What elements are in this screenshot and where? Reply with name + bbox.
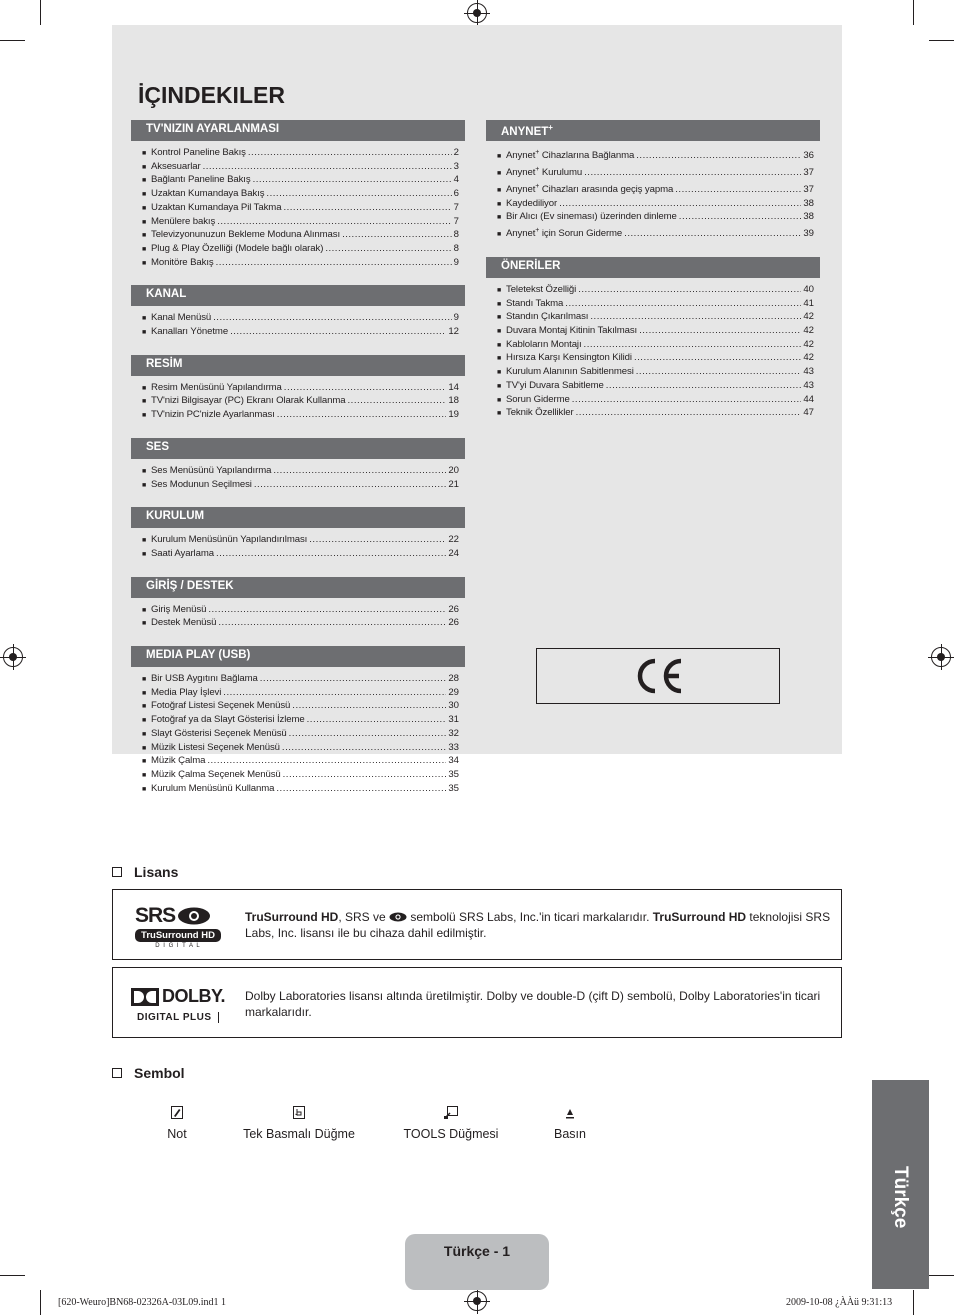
toc-entry-page: 2 [453, 147, 459, 158]
toc-entry [142, 188, 459, 202]
toc-entry-page: 42 [803, 352, 814, 364]
note-icon [171, 1106, 183, 1119]
toc-entry-label: Ses Modunun Seçilmesi [151, 478, 252, 490]
toc-entry-label: Menülere bakış [151, 215, 216, 227]
square-bullet-icon: ■ [142, 689, 147, 697]
toc-entry [142, 700, 459, 714]
toc-entry-label: Anynet+ için Sorun Giderme [506, 227, 623, 240]
srs-license-text: TruSurround HD, SRS ve sembolü SRS Labs, Inc.'in ticari markalarıdır. TruSurround HD teknolojisi SRS Labs, Inc. lisansı ile bu cihaza dahil edilmiştir. [245, 910, 831, 940]
toc-entry [497, 394, 814, 408]
toc-entry-page: 6 [453, 188, 459, 200]
toc-entry-label: Kurulum Menüsünü Kullanma [151, 782, 275, 794]
dot-leader [590, 311, 801, 324]
toc-entry-label: Kurulum Alanının Sabitlenmesi [506, 366, 634, 378]
square-bullet-icon: ■ [142, 412, 147, 420]
page-title: İÇINDEKILER [138, 82, 285, 108]
checkbox-bullet-icon [112, 1068, 122, 1078]
one-touch-icon [293, 1106, 305, 1119]
toc-entry-page: 12 [448, 326, 459, 338]
toc-entry [142, 312, 459, 326]
toc-entry-label: Anynet+ Cihazlarına Bağlanma [506, 149, 635, 162]
toc-entry-page: 34 [448, 755, 459, 767]
toc-entry-label: Aksesuarlar [151, 160, 201, 172]
square-bullet-icon: ■ [142, 550, 147, 558]
toc-section [486, 120, 820, 242]
toc-entry-page: 26 [448, 617, 459, 629]
toc-entry [142, 617, 459, 631]
dot-leader [578, 284, 801, 297]
square-bullet-icon: ■ [142, 537, 147, 545]
dot-leader [203, 161, 452, 174]
toc-entry [142, 257, 459, 271]
toc-left-column [131, 120, 465, 811]
dot-leader [624, 228, 801, 241]
dot-leader [216, 548, 446, 561]
dot-leader [283, 202, 451, 215]
square-bullet-icon: ■ [497, 341, 502, 349]
crop-mark [0, 40, 25, 41]
toc-entry [142, 326, 459, 340]
toc-entry-list [486, 141, 820, 242]
toc-entry-page: 42 [803, 338, 814, 350]
square-bullet-icon: ■ [142, 177, 147, 185]
toc-section-heading: TV'NIZIN AYARLANMASI [131, 120, 465, 141]
toc-entry-label: Fotoğraf Listesi Seçenek Menüsü [151, 700, 291, 712]
toc-entry [142, 714, 459, 728]
toc-entry-label: TV'yi Duvara Sabitleme [506, 379, 604, 391]
toc-entry-page: 35 [448, 782, 459, 794]
dot-leader [348, 395, 447, 408]
dot-leader [309, 534, 446, 547]
language-tab-label: Türkçe [890, 1166, 911, 1229]
toc-section [131, 285, 465, 339]
toc-entry-page: 29 [448, 686, 459, 698]
toc-entry-label: Uzaktan Kumandaya Bakış [151, 188, 265, 200]
square-bullet-icon: ■ [497, 410, 502, 418]
toc-entry-page: 30 [448, 700, 459, 712]
toc-entry-page: 21 [448, 478, 459, 490]
toc-section-heading: GİRİŞ / DESTEK [131, 577, 465, 598]
toc-entry-page: 47 [803, 407, 814, 419]
toc-entry-label: Teletekst Özelliği [506, 283, 577, 295]
toc-entry-page: 14 [448, 381, 459, 393]
toc-section-heading: KANAL [131, 285, 465, 306]
toc-section [131, 120, 465, 270]
toc-entry-page: 40 [803, 283, 814, 295]
dot-leader [260, 673, 447, 686]
dot-leader [213, 312, 452, 325]
toc-section [486, 257, 820, 421]
footer-timestamp: 2009-10-08 ¿ÀÀü 9:31:13 [786, 1297, 893, 1308]
toc-section-heading: ANYNET+ [486, 120, 820, 141]
toc-entry-label: Media Play İşlevi [151, 686, 222, 698]
toc-entry-page: 38 [803, 211, 814, 223]
srs-symbol-icon [389, 912, 407, 922]
toc-entry-page: 41 [803, 297, 814, 309]
square-bullet-icon: ■ [142, 730, 147, 738]
double-d-icon [131, 988, 159, 1006]
symbol-press: Basın [540, 1106, 600, 1141]
toc-entry-page: 18 [448, 395, 459, 407]
toc-entry [142, 409, 459, 423]
square-bullet-icon: ■ [142, 785, 147, 793]
dot-leader [565, 298, 801, 311]
toc-entry [142, 755, 459, 769]
toc-section-heading: ÖNERİLER [486, 257, 820, 278]
square-bullet-icon: ■ [142, 481, 147, 489]
toc-entry-list [131, 459, 465, 492]
crop-mark [0, 1275, 25, 1276]
toc-entry [142, 174, 459, 188]
toc-entry-list [131, 528, 465, 561]
toc-entry [142, 673, 459, 687]
toc-entry-label: Monitöre Bakış [151, 256, 214, 268]
dot-leader [216, 257, 452, 270]
square-bullet-icon: ■ [142, 384, 147, 392]
toc-entry-page: 31 [448, 714, 459, 726]
toc-entry [497, 147, 814, 164]
toc-entry [142, 742, 459, 756]
toc-entry-page: 7 [453, 201, 459, 213]
ce-mark-icon [633, 657, 685, 695]
square-bullet-icon: ■ [497, 200, 502, 208]
toc-entry-label: Müzik Çalma Seçenek Menüsü [151, 768, 281, 780]
dot-leader [634, 352, 801, 365]
ce-mark-box [536, 648, 780, 704]
toc-entry-label: Hırsıza Karşı Kensington Kilidi [506, 352, 632, 364]
toc-entry-label: Müzik Listesi Seçenek Menüsü [151, 741, 280, 753]
tools-icon [444, 1106, 458, 1119]
dot-leader [277, 409, 447, 422]
square-bullet-icon: ■ [497, 382, 502, 390]
toc-entry-label: Fotoğraf ya da Slayt Gösterisi İzleme [151, 714, 305, 726]
square-bullet-icon: ■ [142, 771, 147, 779]
square-bullet-icon: ■ [142, 329, 147, 337]
dot-leader [325, 243, 451, 256]
symbol-tools: TOOLS Düğmesi [395, 1106, 507, 1141]
registration-mark-icon [467, 1291, 487, 1311]
toc-entry [142, 202, 459, 216]
toc-entry-label: Giriş Menüsü [151, 603, 207, 615]
dot-leader [248, 147, 452, 160]
dot-leader [584, 339, 802, 352]
dot-leader [584, 167, 801, 180]
square-bullet-icon: ■ [142, 467, 147, 475]
square-bullet-icon: ■ [142, 703, 147, 711]
toc-section [131, 577, 465, 631]
dot-leader [679, 211, 802, 224]
dot-leader [208, 604, 446, 617]
toc-entry-label: Bağlantı Paneline Bakış [151, 174, 251, 186]
dot-leader [282, 742, 446, 755]
square-bullet-icon: ■ [497, 170, 502, 178]
dot-leader [230, 326, 446, 339]
dot-leader [223, 687, 446, 700]
square-bullet-icon: ■ [497, 153, 502, 161]
page-number: Türkçe - 1 [443, 1243, 511, 1259]
toc-entry [142, 728, 459, 742]
toc-entry-label: Saati Ayarlama [151, 547, 214, 559]
toc-entry-label: Standı Takma [506, 297, 564, 309]
toc-entry-label: Müzik Çalma [151, 755, 206, 767]
toc-entry-label: Bir USB Aygıtını Bağlama [151, 673, 258, 685]
square-bullet-icon: ■ [142, 315, 147, 323]
square-bullet-icon: ■ [142, 191, 147, 199]
toc-entry-label: Anynet+ Cihazları arasında geçiş yapma [506, 182, 674, 195]
toc-entry-page: 32 [448, 727, 459, 739]
crop-mark [913, 0, 914, 25]
toc-entry [497, 339, 814, 353]
dot-leader [572, 394, 802, 407]
crop-mark [40, 1290, 41, 1315]
dot-leader [342, 229, 452, 242]
toc-entry [142, 229, 459, 243]
dot-leader [292, 700, 446, 713]
dot-leader [307, 714, 447, 727]
crop-mark [40, 0, 41, 25]
dot-leader [276, 783, 446, 796]
toc-entry-page: 42 [803, 325, 814, 337]
toc-entry [497, 311, 814, 325]
toc-entry-label: Kabloların Montajı [506, 338, 582, 350]
toc-entry [497, 181, 814, 198]
symbol-heading: Sembol [112, 1065, 185, 1081]
toc-entry [142, 243, 459, 257]
toc-entry [497, 198, 814, 212]
toc-entry-page: 20 [448, 464, 459, 476]
toc-entry [497, 380, 814, 394]
toc-entry-label: Teknik Özellikler [506, 407, 574, 419]
toc-entry-page: 24 [448, 547, 459, 559]
dot-leader [576, 407, 802, 420]
dot-leader [207, 755, 446, 768]
toc-entry [497, 298, 814, 312]
dot-leader [254, 479, 447, 492]
toc-entry-label: Resim Menüsünü Yapılandırma [151, 381, 282, 393]
toc-entry [497, 211, 814, 225]
toc-entry-label: TV'nizi Bilgisayar (PC) Ekranı Olarak Kullanma [151, 395, 346, 407]
toc-entry [142, 382, 459, 396]
toc-section-heading: SES [131, 438, 465, 459]
dot-leader [636, 366, 802, 379]
toc-section [131, 438, 465, 492]
dot-leader [217, 216, 451, 229]
toc-entry-label: Standın Çıkarılması [506, 311, 589, 323]
dolby-logo: DOLBY. DIGITAL PLUS [131, 986, 229, 1025]
square-bullet-icon: ■ [142, 245, 147, 253]
toc-entry-label: Duvara Montaj Kitinin Takılması [506, 325, 638, 337]
square-bullet-icon: ■ [142, 163, 147, 171]
toc-entry [142, 687, 459, 701]
registration-mark-icon [3, 647, 23, 667]
square-bullet-icon: ■ [142, 744, 147, 752]
dot-leader [218, 617, 446, 630]
toc-entry-page: 37 [803, 183, 814, 195]
registration-mark-icon [467, 3, 487, 23]
toc-entry-label: Anynet+ Kurulumu [506, 165, 583, 179]
footer-file-info: [620-Weuro]BN68-02326A-03L09.ind1 1 [58, 1297, 227, 1308]
toc-entry [497, 284, 814, 298]
dolby-license-box [112, 967, 842, 1038]
toc-entry-list [131, 667, 465, 796]
toc-entry-label: Bir Alıcı (Ev sineması) üzerinden dinleme [506, 211, 677, 223]
toc-entry-label: Televizyonunuzun Bekleme Moduna Alınması [151, 229, 341, 241]
toc-entry-label: Destek Menüsü [151, 617, 217, 629]
toc-entry-page: 8 [453, 229, 459, 241]
srs-circle-icon [177, 907, 211, 925]
crop-mark [913, 1290, 914, 1315]
toc-section-heading: KURULUM [131, 507, 465, 528]
toc-entry-page: 39 [803, 228, 814, 240]
toc-entry-label: Sorun Giderme [506, 393, 570, 405]
toc-entry [142, 147, 459, 161]
toc-entry [497, 366, 814, 380]
toc-section-heading: RESİM [131, 355, 465, 376]
square-bullet-icon: ■ [142, 232, 147, 240]
crop-mark [929, 1275, 954, 1276]
dot-leader [559, 198, 801, 211]
toc-entry-page: 3 [453, 160, 459, 172]
toc-entry-label: Kurulum Menüsünün Yapılandırılması [151, 534, 308, 546]
toc-entry-page: 7 [453, 215, 459, 227]
square-bullet-icon: ■ [142, 204, 147, 212]
toc-entry [497, 164, 814, 181]
toc-entry-label: Kontrol Paneline Bakış [151, 147, 246, 158]
dot-leader [253, 174, 452, 187]
toc-section [131, 355, 465, 423]
toc-entry-page: 22 [448, 534, 459, 546]
square-bullet-icon: ■ [497, 314, 502, 322]
toc-entry-list [131, 141, 465, 270]
toc-entry [497, 352, 814, 366]
dot-leader [639, 325, 801, 338]
toc-entry-page: 33 [448, 741, 459, 753]
dot-leader [266, 188, 451, 201]
toc-entry-page: 26 [448, 603, 459, 615]
dot-leader [283, 769, 447, 782]
toc-entry-label: Uzaktan Kumandaya Pil Takma [151, 201, 282, 213]
square-bullet-icon: ■ [142, 218, 147, 226]
toc-entry [497, 325, 814, 339]
srs-license-box [112, 889, 842, 960]
square-bullet-icon: ■ [497, 186, 502, 194]
dot-leader [636, 150, 801, 163]
toc-entry [142, 769, 459, 783]
toc-entry [142, 395, 459, 409]
toc-entry-page: 44 [803, 393, 814, 405]
toc-section-heading: MEDIA PLAY (USB) [131, 646, 465, 667]
srs-logo: SRS TruSurround HD D I G I T A L [135, 904, 225, 949]
license-heading: Lisans [112, 864, 178, 880]
toc-entry [142, 548, 459, 562]
square-bullet-icon: ■ [497, 369, 502, 377]
toc-entry-page: 9 [453, 312, 459, 324]
registration-mark-icon [931, 647, 951, 667]
square-bullet-icon: ■ [142, 758, 147, 766]
dot-leader [675, 184, 801, 197]
dot-leader [284, 382, 447, 395]
toc-entry [142, 479, 459, 493]
toc-entry-page: 36 [803, 150, 814, 162]
dot-leader [289, 728, 447, 741]
square-bullet-icon: ■ [142, 259, 147, 267]
toc-entry [142, 161, 459, 175]
square-bullet-icon: ■ [497, 231, 502, 239]
square-bullet-icon: ■ [497, 396, 502, 404]
square-bullet-icon: ■ [142, 620, 147, 628]
toc-entry [497, 407, 814, 421]
toc-section [131, 646, 465, 796]
square-bullet-icon: ■ [497, 328, 502, 336]
toc-entry-label: TV'nizin PC'nizle Ayarlanması [151, 409, 275, 421]
toc-section [131, 507, 465, 561]
toc-entry-page: 42 [803, 311, 814, 323]
toc-entry-page: 28 [448, 673, 459, 685]
square-bullet-icon: ■ [497, 286, 502, 294]
toc-entry-label: Plug & Play Özelliği (Modele bağlı olarak) [151, 242, 324, 254]
square-bullet-icon: ■ [497, 300, 502, 308]
square-bullet-icon: ■ [142, 606, 147, 614]
checkbox-bullet-icon [112, 867, 122, 877]
square-bullet-icon: ■ [497, 355, 502, 363]
toc-entry [142, 604, 459, 618]
square-bullet-icon: ■ [142, 676, 147, 684]
toc-entry-page: 35 [448, 768, 459, 780]
dot-leader [606, 380, 802, 393]
toc-entry-list [131, 376, 465, 423]
toc-entry-list [131, 306, 465, 339]
toc-entry-label: Kaydediliyor [506, 197, 558, 209]
toc-entry [497, 225, 814, 242]
symbol-one-touch: Tek Basmalı Düğme [238, 1106, 360, 1141]
toc-entry-page: 8 [453, 242, 459, 254]
toc-entry-label: Slayt Gösterisi Seçenek Menüsü [151, 727, 287, 739]
toc-entry [142, 465, 459, 479]
toc-entry-label: Kanal Menüsü [151, 312, 212, 324]
toc-entry [142, 534, 459, 548]
square-bullet-icon: ■ [497, 214, 502, 222]
square-bullet-icon: ■ [142, 717, 147, 725]
toc-entry-label: Kanalları Yönetme [151, 326, 229, 338]
toc-entry-page: 38 [803, 197, 814, 209]
toc-entry-list [486, 278, 820, 421]
toc-entry-page: 4 [453, 174, 459, 186]
toc-entry-page: 9 [453, 256, 459, 268]
crop-mark [929, 40, 954, 41]
dolby-license-text: Dolby Laboratories lisansı altında üretilmiştir. Dolby ve double-D (çift D) sembolü, Dolby Laboratories'in ticari markalarıdır. [245, 989, 821, 1019]
toc-entry-page: 37 [803, 167, 814, 179]
toc-entry-label: Ses Menüsünü Yapılandırma [151, 464, 272, 476]
toc-entry-page: 43 [803, 379, 814, 391]
press-icon [565, 1106, 575, 1119]
toc-entry-page: 19 [448, 409, 459, 421]
toc-entry [142, 783, 459, 797]
square-bullet-icon: ■ [142, 398, 147, 406]
symbol-note: Not [137, 1106, 217, 1141]
dot-leader [273, 465, 446, 478]
toc-entry [142, 216, 459, 230]
toc-right-column [486, 120, 820, 436]
toc-entry-list [131, 598, 465, 631]
toc-entry-page: 43 [803, 366, 814, 378]
square-bullet-icon: ■ [142, 150, 147, 157]
